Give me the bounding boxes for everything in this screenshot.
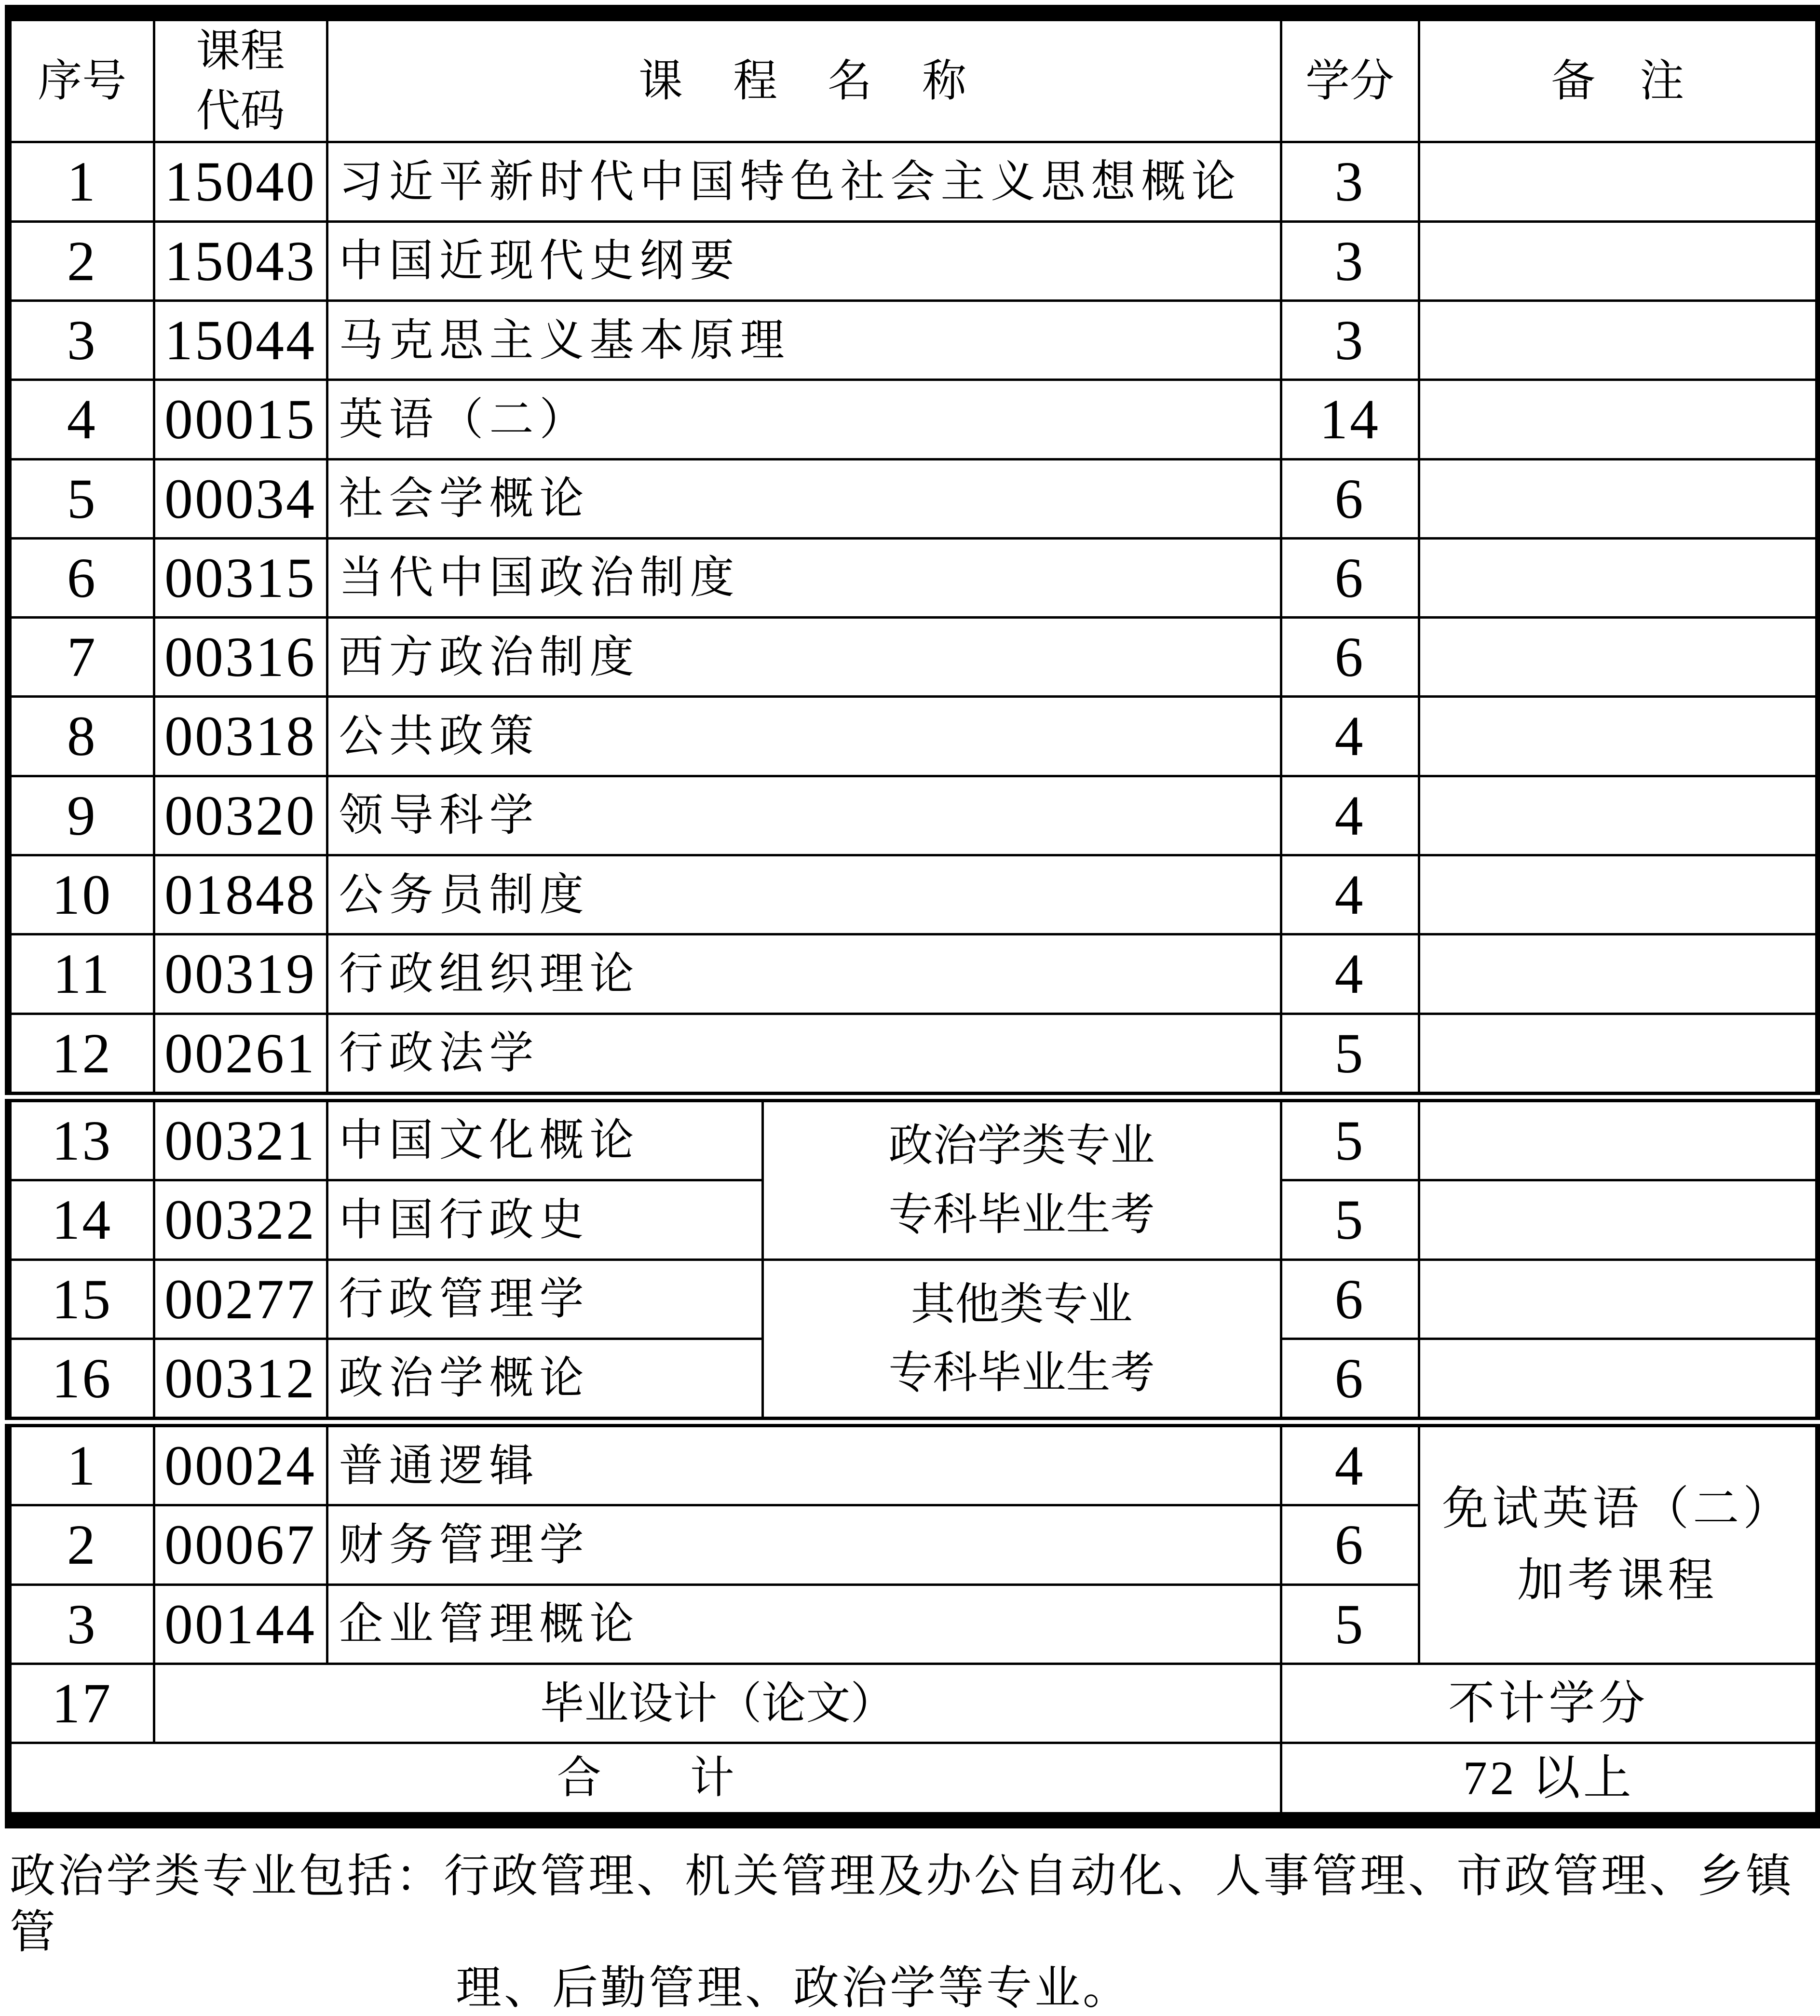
name-cell: 中国行政史 (327, 1180, 762, 1259)
name-cell: 行政法学 (327, 1014, 1281, 1097)
credit-cell: 4 (1281, 1422, 1419, 1505)
seq-cell: 11 (8, 934, 154, 1014)
name-cell: 社会学概论 (327, 459, 1281, 538)
credit-cell: 4 (1281, 697, 1419, 776)
credit-cell: 6 (1281, 1259, 1419, 1339)
remark-cell (1419, 1097, 1819, 1180)
name-cell: 行政组织理论 (327, 934, 1281, 1014)
remark-cell (1419, 1180, 1819, 1259)
table-row (8, 1097, 1819, 1180)
remark-cell (1419, 221, 1819, 300)
seq-cell: 1 (8, 142, 154, 221)
table-row (8, 538, 1819, 617)
remark-cell (1419, 380, 1819, 459)
table-row (8, 1422, 1819, 1505)
name-cell: 行政管理学 (327, 1259, 762, 1339)
thesis-row (8, 1664, 1819, 1743)
credit-cell: 5 (1281, 1180, 1419, 1259)
credit-cell: 5 (1281, 1014, 1419, 1097)
remark-cell (1419, 1014, 1819, 1097)
code-cell: 00015 (154, 380, 327, 459)
credit-cell: 6 (1281, 538, 1419, 617)
footnote-line2: 理、后勤管理、政治学等专业。 (456, 1962, 1131, 2014)
seq-cell: 17 (8, 1664, 154, 1743)
seq-cell: 7 (8, 618, 154, 697)
table-row (8, 300, 1819, 379)
group-note-line2: 专科毕业生考 (888, 1190, 1155, 1239)
table-row (8, 697, 1819, 776)
seq-cell: 16 (8, 1339, 154, 1422)
table-row (8, 142, 1819, 221)
code-cell: 01848 (154, 855, 327, 934)
thesis-name-cell: 毕业设计（论文） (154, 1664, 1281, 1743)
name-cell: 习近平新时代中国特色社会主义思想概论 (327, 142, 1281, 221)
seq-cell: 1 (8, 1422, 154, 1505)
extra-exam-note (1419, 1422, 1819, 1664)
code-cell: 00312 (154, 1339, 327, 1422)
code-cell: 00261 (154, 1014, 327, 1097)
seq-cell: 12 (8, 1014, 154, 1097)
name-cell: 普通逻辑 (327, 1422, 1281, 1505)
credit-cell: 6 (1281, 1505, 1419, 1584)
code-cell: 00277 (154, 1259, 327, 1339)
table-row (8, 380, 1819, 459)
name-cell: 政治学概论 (327, 1339, 762, 1422)
seq-cell: 6 (8, 538, 154, 617)
remark-cell (1419, 1339, 1819, 1422)
name-cell: 中国文化概论 (327, 1097, 762, 1180)
group-note-others (762, 1259, 1281, 1422)
remark-cell (1419, 538, 1819, 617)
credit-cell: 3 (1281, 221, 1419, 300)
seq-cell: 3 (8, 300, 154, 379)
code-cell: 00320 (154, 776, 327, 855)
header-row (8, 13, 1819, 142)
name-cell: 英语（二） (327, 380, 1281, 459)
table-row (8, 459, 1819, 538)
footnote-line1: 政治学类专业包括：行政管理、机关管理及办公自动化、人事管理、市政管理、乡镇管 (10, 1850, 1794, 1958)
header-credit: 学分 (1281, 13, 1419, 142)
name-cell: 马克思主义基本原理 (327, 300, 1281, 379)
credit-cell: 3 (1281, 300, 1419, 379)
seq-cell: 13 (8, 1097, 154, 1180)
credit-cell: 5 (1281, 1584, 1419, 1664)
total-value-cell: 72 以上 (1281, 1743, 1819, 1820)
seq-cell: 9 (8, 776, 154, 855)
name-cell: 财务管理学 (327, 1505, 1281, 1584)
seq-cell: 2 (8, 1505, 154, 1584)
remark-cell (1419, 142, 1819, 221)
name-cell: 中国近现代史纲要 (327, 221, 1281, 300)
code-cell: 15043 (154, 221, 327, 300)
credit-cell: 6 (1281, 1339, 1419, 1422)
code-cell: 00024 (154, 1422, 327, 1505)
seq-cell: 5 (8, 459, 154, 538)
table-row (8, 618, 1819, 697)
extra-note-line1: 免试英语（二） (1442, 1483, 1793, 1535)
table-row (8, 1014, 1819, 1097)
total-row (8, 1743, 1819, 1820)
remark-cell (1419, 459, 1819, 538)
name-cell: 当代中国政治制度 (327, 538, 1281, 617)
header-code-line1: 课程 (196, 27, 285, 76)
code-cell: 00318 (154, 697, 327, 776)
table-row (8, 855, 1819, 934)
group-note-politics (762, 1097, 1281, 1259)
name-cell: 领导科学 (327, 776, 1281, 855)
seq-cell: 2 (8, 221, 154, 300)
name-cell: 公共政策 (327, 697, 1281, 776)
code-cell: 00319 (154, 934, 327, 1014)
header-seq: 序号 (8, 13, 154, 142)
code-cell: 00034 (154, 459, 327, 538)
header-code (154, 13, 327, 142)
header-course-name: 课 程 名 称 (327, 13, 1281, 142)
remark-cell (1419, 1259, 1819, 1339)
credit-cell: 6 (1281, 459, 1419, 538)
code-cell: 00315 (154, 538, 327, 617)
seq-cell: 8 (8, 697, 154, 776)
credit-cell: 4 (1281, 855, 1419, 934)
header-remark: 备 注 (1419, 13, 1819, 142)
group-note-line1: 其他类专业 (910, 1279, 1133, 1329)
header-code-line2: 代码 (196, 86, 285, 136)
course-plan-table (5, 5, 1820, 1828)
credit-cell: 14 (1281, 380, 1419, 459)
seq-cell: 4 (8, 380, 154, 459)
credit-cell: 4 (1281, 776, 1419, 855)
extra-note-line2: 加考课程 (1517, 1555, 1718, 1607)
table-row (8, 934, 1819, 1014)
seq-cell: 15 (8, 1259, 154, 1339)
seq-cell: 14 (8, 1180, 154, 1259)
name-cell: 西方政治制度 (327, 618, 1281, 697)
code-cell: 00067 (154, 1505, 327, 1584)
code-cell: 15040 (154, 142, 327, 221)
code-cell: 00144 (154, 1584, 327, 1664)
group-note-line1: 政治学类专业 (888, 1121, 1155, 1171)
credit-cell: 6 (1281, 618, 1419, 697)
code-cell: 15044 (154, 300, 327, 379)
code-cell: 00322 (154, 1180, 327, 1259)
credit-cell: 5 (1281, 1097, 1419, 1180)
total-label-cell: 合 计 (8, 1743, 1281, 1820)
credit-cell: 3 (1281, 142, 1419, 221)
name-cell: 公务员制度 (327, 855, 1281, 934)
remark-cell (1419, 855, 1819, 934)
remark-cell (1419, 300, 1819, 379)
table-row (8, 221, 1819, 300)
table-row (8, 776, 1819, 855)
remark-cell (1419, 618, 1819, 697)
remark-cell (1419, 776, 1819, 855)
group-note-line2: 专科毕业生考 (888, 1348, 1155, 1398)
name-cell: 企业管理概论 (327, 1584, 1281, 1664)
footnote (10, 1849, 1811, 2016)
credit-cell: 4 (1281, 934, 1419, 1014)
code-cell: 00316 (154, 618, 327, 697)
remark-cell (1419, 934, 1819, 1014)
thesis-credit-note-cell: 不计学分 (1281, 1664, 1819, 1743)
seq-cell: 10 (8, 855, 154, 934)
code-cell: 00321 (154, 1097, 327, 1180)
remark-cell (1419, 697, 1819, 776)
seq-cell: 3 (8, 1584, 154, 1664)
table-row (8, 1259, 1819, 1339)
